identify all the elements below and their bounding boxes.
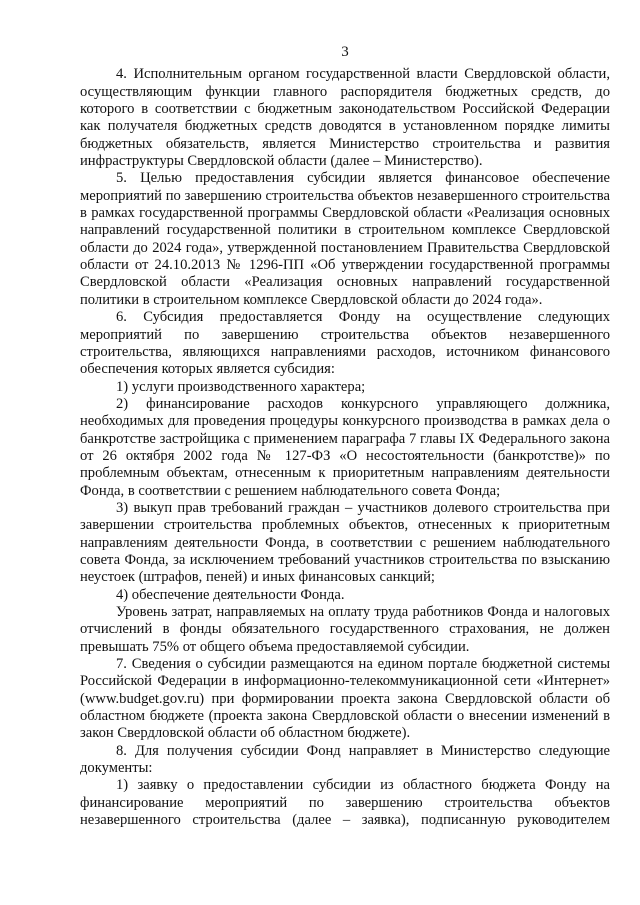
paragraph-5-subsidy-purpose: 5. Целью предоставления субсидии является финансовое обеспечение мероприятий по завершению строительства объектов незавершенного строительства в рамках государственной программы Свердловской области «Реализация основных направлений государственной политики в строительном комплексе Свердловской области до 2024 года», утвержденной постановлением Правительства Свердловской области от 24.10.2013 № 1296-ПП «Об утверждении государственной программы Свердловской области «Реализация основных направлений государственной политики в строительном комплексе Свердловской области до 2024 года». — [80, 170, 610, 308]
list-item-fund-operations: 4) обеспечение деятельности Фонда. — [116, 586, 345, 603]
paragraph-6-subsidy-activities: 6. Субсидия предоставляется Фонду на осуществление следующих мероприятий по завершению строительства объектов незавершенного строительства, являющихся направлениями расходов, источником финансового обеспечения которых является субсидия: — [80, 309, 610, 378]
list-item-production-services: 1) услуги производственного характера; — [116, 378, 366, 395]
list-item-bankruptcy-financing: 2) финансирование расходов конкурсного управляющего должника, необходимых для проведения процедуры конкурсного производства в рамках дела о банкротстве застройщика с применением параграфа 7 главы IX Федерального закона от 26 октября 2002 года № 127-ФЗ «О несостоятельности (банкротстве)» по проблемным объектам, отнесенным к приоритетным направлениям деятельности Фонда, в соответствии с решением наблюдательного совета Фонда; — [80, 395, 610, 499]
document-page — [80, 44, 610, 829]
list-item-claims-buyout: 3) выкуп прав требований граждан – участников долевого строительства при завершении строительства проблемных объектов, отнесенных к приоритетным направлениям деятельности Фонда, в соответствии с решением наблюдательного совета Фонда, за исключением требований участников строительства по взысканию неустоек (штрафов, пеней) и иных финансовых санкций; — [80, 499, 610, 586]
paragraph-4-executive-body: 4. Исполнительным органом государственной власти Свердловской области, осуществляющим функции главного распорядителя бюджетных средств, до которого в соответствии с бюджетным законодательством Российской Федерации как получателя бюджетных средств доводятся в установленном порядке лимиты бюджетных обязательств, является Министерство строительства и развития инфраструктуры Свердловской области (далее – Министерство). — [80, 66, 610, 170]
paragraph-7-subsidy-info: 7. Сведения о субсидии размещаются на едином портале бюджетной системы Российской Федерации в информационно-телекоммуникационной сети «Интернет» (www.budget.gov.ru) при формировании проекта закона Свердловской области об областном бюджете (проекта закона Свердловской области о внесении изменений в закон Свердловской области об областном бюджете). — [80, 656, 610, 742]
paragraph-cost-level: Уровень затрат, направляемых на оплату труда работников Фонда и налоговых отчислений в фонды обязательного государственного страхования, не должен превышать 75% от общего объема предоставляемой субсидии. — [80, 604, 610, 655]
list-item-application: 1) заявку о предоставлении субсидии из областного бюджета Фонду на финансирование мероприятий по завершению строительства объектов незавершенного строительства (далее – заявка), подписанную руководителем — [80, 777, 610, 829]
page-number: 3 — [341, 44, 349, 60]
paragraph-8-documents: 8. Для получения субсидии Фонд направляет в Министерство следующие документы: — [80, 742, 610, 777]
